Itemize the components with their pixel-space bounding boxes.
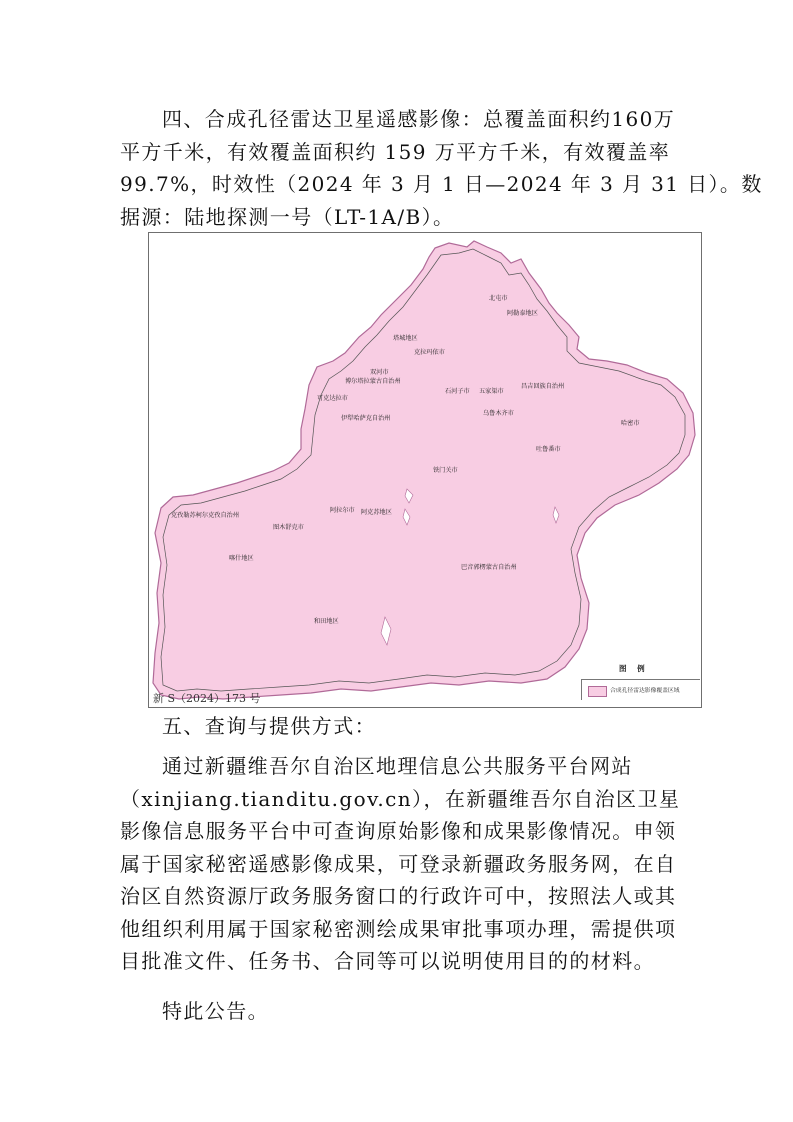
section-4-line: 99.7%，时效性（2024 年 3 月 1 日—2024 年 3 月 31 日）。数 (120, 172, 763, 196)
section-5-line: 通过新疆维吾尔自治区地理信息公共服务平台网站 (162, 754, 633, 778)
place-label: 阿克苏地区 (361, 509, 392, 516)
place-label: 哈密市 (621, 420, 640, 427)
section-5-line: 属于国家秘密遥感影像成果，可登录新疆政务服务网，在自 (120, 851, 677, 876)
place-label: 塔城地区 (393, 335, 418, 342)
place-label: 博尔塔拉蒙古自治州 (345, 378, 401, 385)
section-4-paragraph (120, 103, 763, 233)
section-4-line: 据源：陆地探测一号（LT-1A/B）。 (120, 204, 455, 229)
legend-label: 合成孔径雷达影像覆盖区域 (610, 688, 680, 694)
legend (581, 679, 700, 700)
place-label: 五家渠市 (479, 388, 504, 395)
place-label: 巴音郭楞蒙古自治州 (461, 564, 517, 571)
coverage-map (148, 232, 702, 708)
place-label: 克拉玛依市 (414, 349, 445, 356)
section-5-line: 影像信息服务平台中可查询原始影像和成果影像情况。申领 (120, 819, 677, 843)
place-label: 阿勒泰地区 (507, 310, 538, 317)
section-5-line: 治区自然资源厅政务服务窗口的行政许可中，按照法人或其 (120, 884, 677, 908)
section-5-line: （xinjiang.tianditu.gov.cn），在新疆维吾尔自治区卫星 (120, 786, 681, 811)
xinjiang-coverage-map-graphic (149, 233, 701, 707)
section-5-paragraph (120, 750, 685, 978)
closing-text: 特此公告。 (162, 999, 269, 1023)
place-label: 伊犁哈萨克自治州 (341, 415, 391, 422)
legend-title: 图 例 (619, 664, 649, 673)
place-label: 吐鲁番市 (536, 446, 561, 453)
place-label: 乌鲁木齐市 (483, 410, 514, 417)
place-label: 和田地区 (314, 618, 339, 625)
place-label: 阿拉尔市 (330, 507, 355, 514)
section-5-heading: 五、查询与提供方式： (162, 714, 376, 738)
place-label: 可克达拉市 (317, 395, 348, 402)
place-label: 图木舒克市 (273, 524, 304, 531)
map-approval-number: 新 S（2024）173 号 (153, 692, 261, 705)
section-4-line: 四、合成孔径雷达卫星遥感影像：总覆盖面积约160万 (162, 107, 676, 131)
place-label: 北屯市 (489, 295, 508, 302)
place-label: 双河市 (370, 369, 389, 376)
section-5-line: 他组织利用属于国家秘密测绘成果审批事项办理，需提供项 (120, 916, 677, 941)
legend-swatch (588, 686, 607, 697)
place-label: 昌吉回族自治州 (521, 383, 565, 390)
section-4-line: 平方千米，有效覆盖面积约 159 万平方千米，有效覆盖率 (120, 139, 671, 164)
place-label: 石河子市 (445, 388, 470, 395)
section-5-heading-paragraph (120, 710, 685, 743)
coverage-area (153, 241, 695, 699)
section-5-line: 目批准文件、任务书、合同等可以说明使用目的的材料。 (120, 949, 655, 973)
closing-paragraph (120, 995, 685, 1028)
place-label: 克孜勒苏柯尔克孜自治州 (171, 512, 240, 519)
place-label: 喀什地区 (229, 555, 254, 562)
place-label: 铁门关市 (433, 467, 458, 474)
